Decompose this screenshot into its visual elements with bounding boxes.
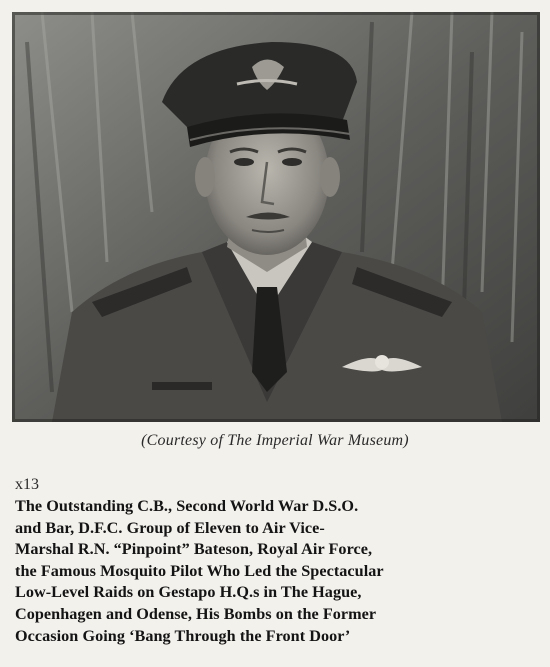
portrait-photo [12,12,540,422]
lot-number: x13 [15,476,39,493]
portrait-photo-image [12,12,540,422]
photo-caption: (Courtesy of The Imperial War Museum) [141,432,409,449]
lot-title: The Outstanding C.B., Second World War D.S.O. and Bar, D.F.C. Group of Eleven to Air Vice- Marshal R.N. “Pinpoint” Bateson, Royal Air Force, the Famous Mosquito Pilot Who Led the Spectacular Low-Level Raids on Gestapo H.Q.s in The Hague, Copenhagen and Odense, His Bombs on the Former Occasion Going ‘Bang Through the Front Door’ [15,497,384,645]
